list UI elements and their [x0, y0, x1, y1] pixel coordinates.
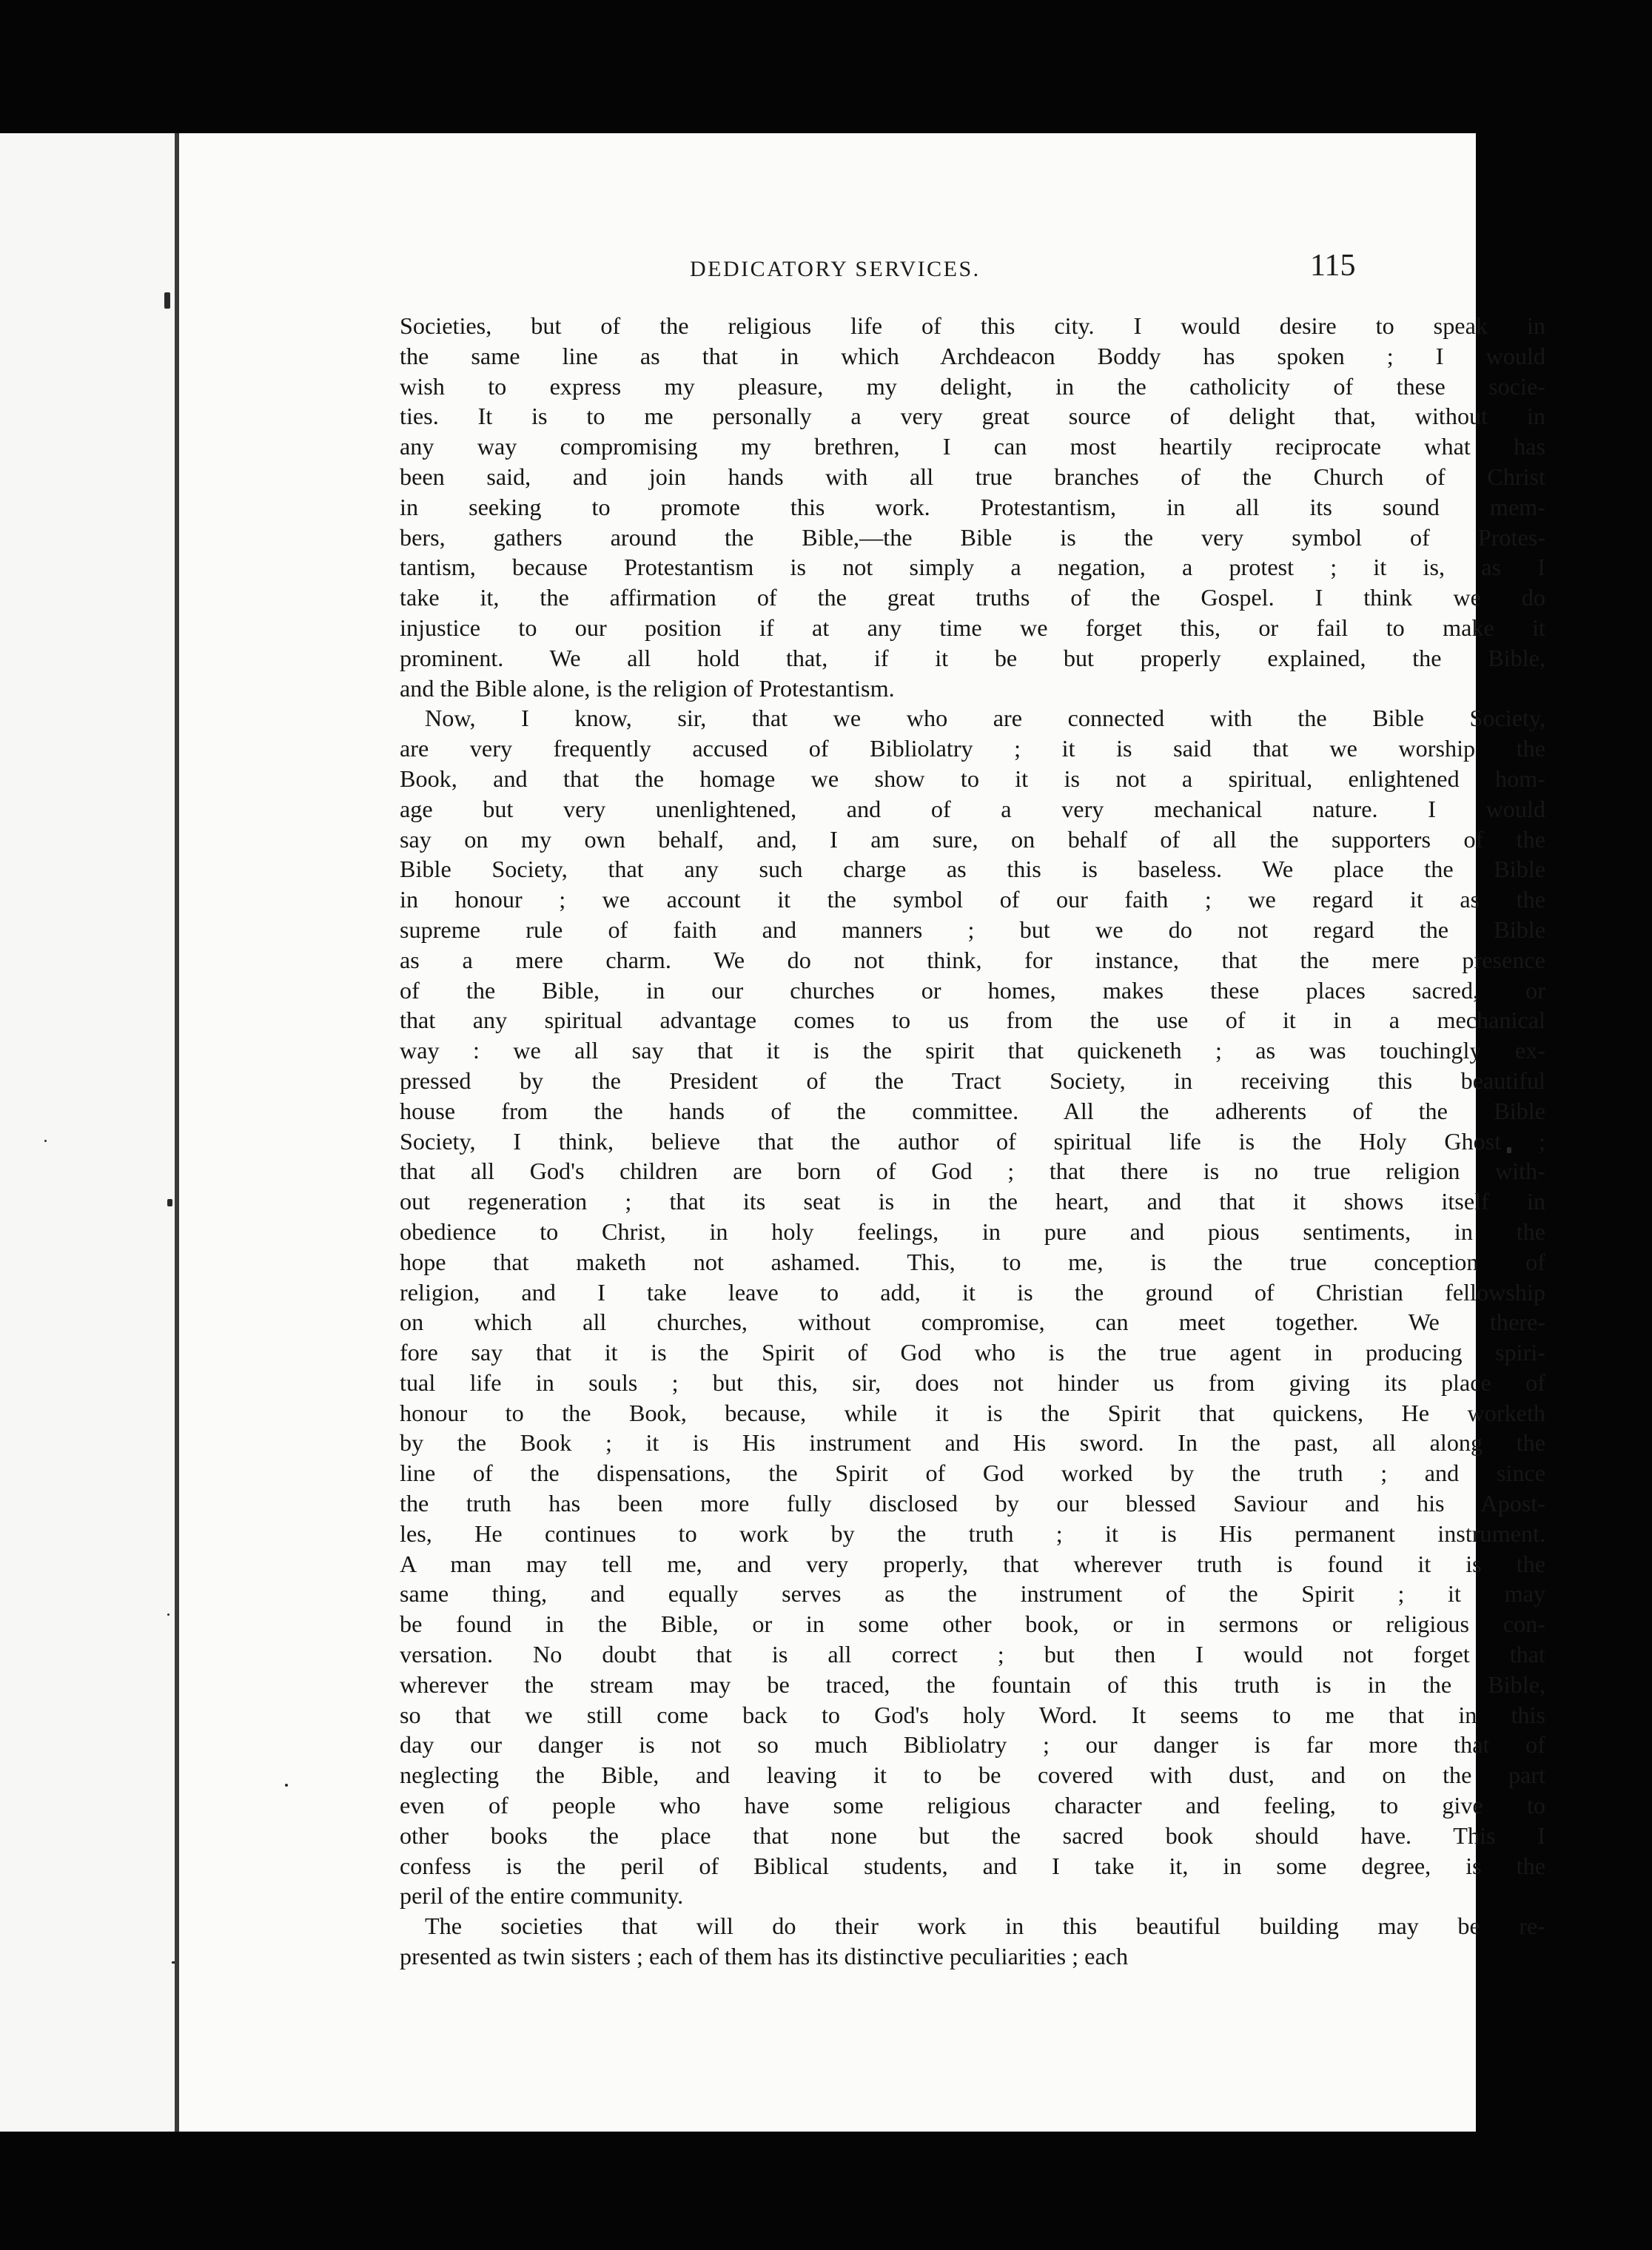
- text-line: honour to the Book, because, while it is the Spirit that quickens, He worketh: [400, 1399, 1545, 1426]
- text-line: as a mere charm. We do not think, for instance, that the mere presence: [400, 946, 1545, 973]
- text-line: in honour ; we account it the symbol of our faith ; we regard it as the: [400, 886, 1545, 913]
- text-line: Society, I think, believe that the author of spiritual life is the Holy Ghost ;: [400, 1127, 1545, 1155]
- text-line: the truth has been more fully disclosed by our blessed Saviour and his Apost-: [400, 1490, 1545, 1517]
- text-line: presented as twin sisters ; each of them has its distinctive peculiarities ; each: [400, 1943, 1129, 1970]
- running-head-title: DEDICATORY SERVICES.: [690, 257, 981, 281]
- margin-mark: [164, 292, 170, 309]
- text-line: bers, gathers around the Bible,—the Bible is the very symbol of Protes-: [400, 523, 1545, 551]
- text-line: wish to express my pleasure, my delight, in the catholicity of these socie-: [400, 372, 1545, 400]
- text-line: any way compromising my brethren, I can most heartily reciprocate what has: [400, 433, 1545, 460]
- text-line: Now, I know, sir, that we who are connected with the Bible Society,: [425, 705, 1545, 732]
- text-line: hope that maketh not ashamed. This, to me, is the true conception of: [400, 1248, 1545, 1275]
- facing-page-edge: [0, 133, 176, 2132]
- paragraph: [400, 703, 1545, 1911]
- text-line: confess is the peril of Biblical students, and I take it, in some degree, is the: [400, 1852, 1545, 1879]
- margin-mark: [167, 1613, 169, 1616]
- text-line: way : we all say that it is the spirit that quickeneth ; as was touchingly ex-: [400, 1037, 1545, 1064]
- text-line: pressed by the President of the Tract Society, in receiving this beautiful: [400, 1067, 1545, 1094]
- text-line: of the Bible, in our churches or homes, makes these places sacred, or: [400, 976, 1545, 1004]
- text-line: other books the place that none but the sacred book should have. This I: [400, 1821, 1545, 1849]
- text-line: tual life in souls ; but this, sir, does not hinder us from giving its place of: [400, 1369, 1545, 1396]
- text-line: on which all churches, without compromise, can meet together. We there-: [400, 1309, 1545, 1336]
- text-line: in seeking to promote this work. Protestantism, in all its sound mem-: [400, 493, 1545, 520]
- text-line: the same line as that in which Archdeacon Boddy has spoken ; I would: [400, 342, 1545, 369]
- text-line: and the Bible alone, is the religion of Protestantism.: [400, 674, 895, 702]
- text-line: peril of the entire community.: [400, 1882, 684, 1910]
- text-line: are very frequently accused of Bibliolatry ; it is said that we worship the: [400, 735, 1545, 762]
- book-page: [179, 133, 1545, 2132]
- margin-mark: [44, 1140, 47, 1142]
- text-line: ties. It is to me personally a very great source of delight that, without in: [400, 403, 1545, 430]
- text-line: Societies, but of the religious life of this city. I would desire to speak in: [400, 312, 1545, 339]
- text-line: even of people who have some religious character and feeling, to give to: [400, 1792, 1545, 1819]
- page-speck: [285, 1784, 288, 1787]
- text-line: wherever the stream may be traced, the fountain of this truth is in the Bible,: [400, 1670, 1545, 1698]
- page-number: 115: [1310, 249, 1356, 283]
- text-line: be found in the Bible, or in some other book, or in sermons or religious con-: [400, 1611, 1545, 1638]
- text-line: tantism, because Protestantism is not simply a negation, a protest ; it is, as I: [400, 554, 1545, 581]
- paragraph: [400, 311, 1545, 703]
- text-line: A man may tell me, and very properly, that wherever truth is found it is the: [400, 1550, 1545, 1577]
- text-line: that any spiritual advantage comes to us from the use of it in a mechanical: [400, 1007, 1545, 1034]
- text-line: say on my own behalf, and, I am sure, on behalf of all the supporters of the: [400, 825, 1545, 853]
- text-line: fore say that it is the Spirit of God who is the true agent in producing spiri-: [400, 1339, 1545, 1366]
- text-line: by the Book ; it is His instrument and His sword. In the past, all along the: [400, 1429, 1545, 1457]
- text-line: Book, and that the homage we show to it is not a spiritual, enlightened hom-: [400, 765, 1545, 792]
- text-line: day our danger is not so much Bibliolatry ; our danger is far more that of: [400, 1731, 1545, 1759]
- text-line: injustice to our position if at any time we forget this, or fail to make it: [400, 614, 1545, 641]
- text-line: house from the hands of the committee. All the adherents of the Bible: [400, 1097, 1545, 1124]
- text-line: same thing, and equally serves as the instrument of the Spirit ; it may: [400, 1580, 1545, 1608]
- text-line: that all God's children are born of God ; that there is no true religion with-: [400, 1158, 1545, 1185]
- paragraph: [400, 1911, 1545, 1972]
- running-head: [179, 248, 1476, 292]
- text-line: take it, the affirmation of the great truths of the Gospel. I think we do: [400, 584, 1545, 611]
- text-line: Bible Society, that any such charge as this is baseless. We place the Bible: [400, 856, 1545, 883]
- text-line: The societies that will do their work in this beautiful building may be re-: [425, 1913, 1545, 1940]
- text-line: versation. No doubt that is all correct ; but then I would not forget that: [400, 1641, 1545, 1668]
- text-line: obedience to Christ, in holy feelings, in pure and pious sentiments, in the: [400, 1218, 1545, 1245]
- text-line: supreme rule of faith and manners ; but we do not regard the Bible: [400, 916, 1545, 943]
- text-line: age but very unenlightened, and of a very mechanical nature. I would: [400, 795, 1545, 822]
- margin-mark: [167, 1199, 172, 1206]
- text-line: neglecting the Bible, and leaving it to be covered with dust, and on the part: [400, 1762, 1545, 1789]
- text-line: line of the dispensations, the Spirit of God worked by the truth ; and since: [400, 1460, 1545, 1487]
- text-line: been said, and join hands with all true branches of the Church of Christ: [400, 463, 1545, 490]
- text-line: prominent. We all hold that, if it be but properly explained, the Bible,: [400, 644, 1545, 671]
- text-line: religion, and I take leave to add, it is the ground of Christian fellowship: [400, 1278, 1545, 1306]
- text-line: out regeneration ; that its seat is in the heart, and that it shows itself in: [400, 1188, 1545, 1215]
- text-line: les, He continues to work by the truth ; it is His permanent instrument.: [400, 1519, 1545, 1547]
- text-line: so that we still come back to God's holy Word. It seems to me that in this: [400, 1701, 1545, 1728]
- body-text: [400, 311, 1545, 1972]
